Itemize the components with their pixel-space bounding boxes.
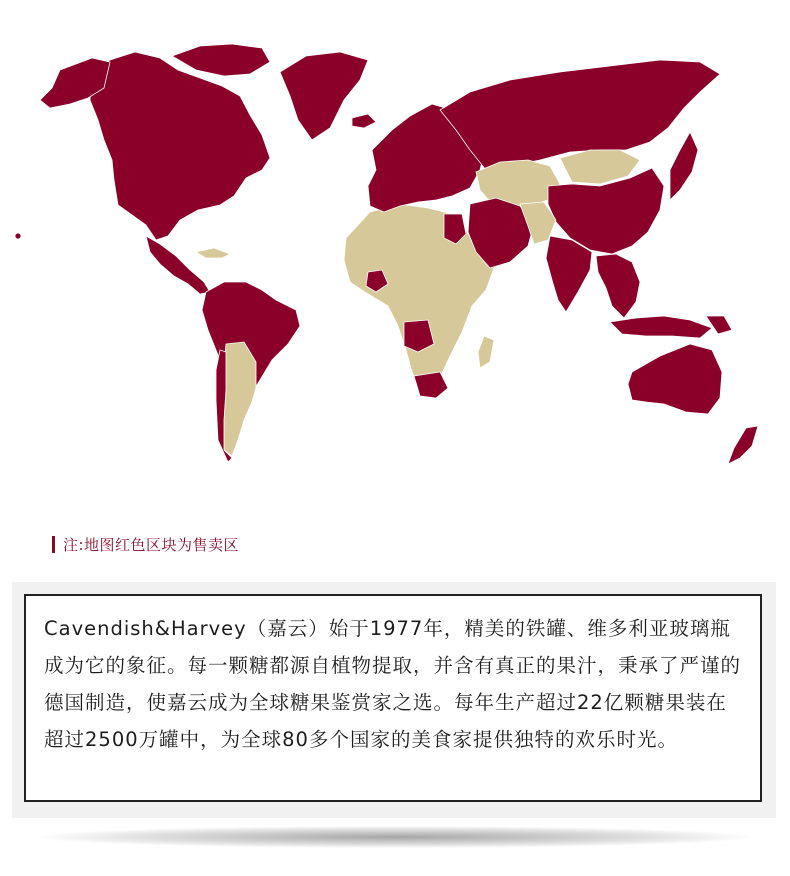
region-australia: [628, 344, 722, 414]
region-hawaii: [15, 233, 21, 239]
description-panel: [24, 594, 762, 802]
region-papua: [706, 316, 732, 334]
region-arctic-islands: [172, 44, 270, 76]
panel-shadow: [40, 826, 750, 848]
region-madagascar: [478, 336, 494, 368]
region-south-africa: [414, 372, 448, 398]
map-note: [52, 534, 239, 554]
region-new-zealand: [728, 426, 758, 464]
note-accent-bar: [52, 536, 55, 553]
note-text: 注:地图红色区块为售卖区: [63, 535, 240, 554]
region-central-america: [146, 236, 210, 294]
region-north-america: [90, 52, 270, 240]
region-japan: [670, 132, 698, 200]
region-argentina: [224, 342, 256, 456]
region-southeast-asia: [596, 254, 640, 318]
region-iceland: [352, 114, 376, 128]
region-caribbean: [196, 248, 230, 258]
region-india: [546, 236, 592, 312]
region-indonesia: [610, 316, 712, 338]
description-text: Cavendish&Harvey（嘉云）始于1977年，精美的铁罐、维多利亚玻璃瓶成为它的象征。每一颗糖都源自植物提取，并含有真正的果汁，秉承了严谨的德国制造，使嘉云成为全球糖果鉴赏家之选。每年生产超过22亿颗糖果装在超过2500万罐中，为全球80多个国家的美食家提供独特的欢乐时光。: [44, 617, 742, 751]
